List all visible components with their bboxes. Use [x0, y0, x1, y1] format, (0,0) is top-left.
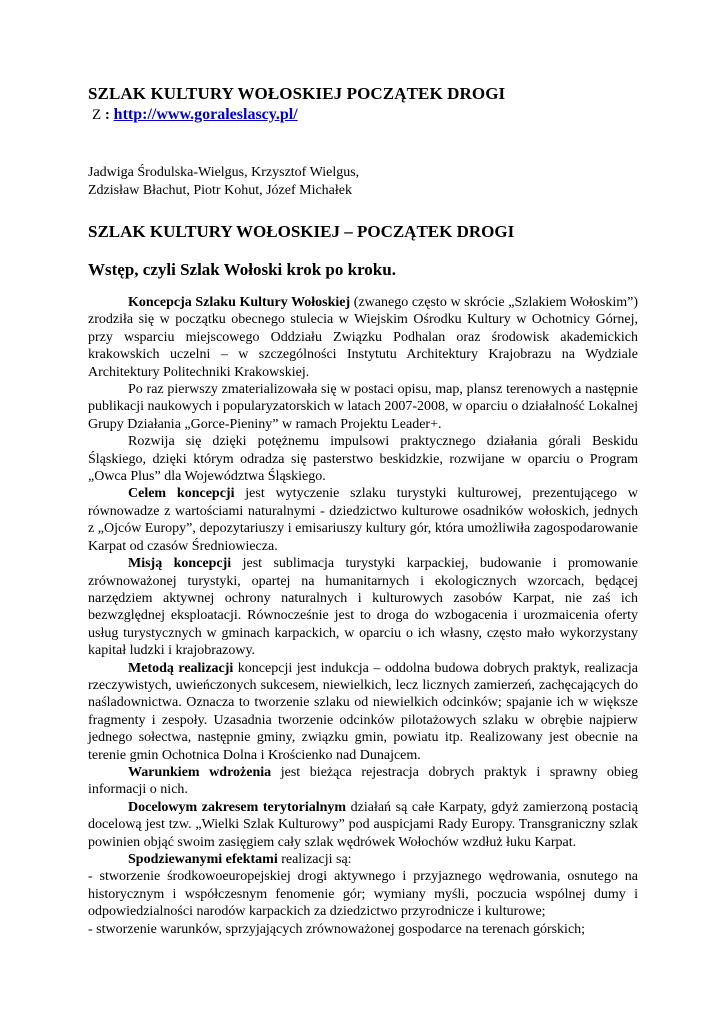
- paragraph-3-text: Rozwija się dzięki potężnemu impulsowi praktycznego działania górali Beskidu Śląskiego, dzięki którym odradza się pasterstwo beskidzkie, rozwijane w oparciu o Program „Owca Plus” dla Województwa Śląskiego.: [88, 434, 638, 485]
- document-title: SZLAK KULTURY WOŁOSKIEJ POCZĄTEK DROGI: [88, 84, 506, 103]
- body-text: [88, 294, 638, 938]
- list-item-1: - stworzenie środkowoeuropejskiej drogi aktywnego i przyjaznego wędrowania, osnutego na historycznym i współczesnym fenomenie gór; wymiany myśli, poczucia wspólnej dumy i odpowiedzialności narodów karpackich za dziedzictwo przyrodnicze i kulturowe;: [88, 869, 638, 920]
- paragraph-9: [88, 851, 638, 868]
- paragraph-4: [88, 485, 638, 555]
- paragraph-6-bold: Metodą realizacji: [128, 660, 234, 676]
- paragraph-6-text: koncepcji jest indukcja – oddolna budowa dobrych praktyk, realizacja rzeczywistych, uwieńczonych sukcesem, niewielkich, lecz licznych zamierzeń, zachęcających do naśladownictwa. Oznacza to tworzenie szlaku od niewielkich odcinków; spajanie ich w większe fragmenty i zespoły. Uzasadnia tworzenie odcinków pilotażowych szlaku w obrębie najpierw jednego sołectwa, następnie gminy, związku gmin, powiatu itp. Realizowany jest obecnie na terenie gmin Ochotnica Dolna i Krościenko nad Dunajcem.: [88, 660, 638, 763]
- source-line: [92, 106, 638, 124]
- paragraph-5-bold: Misją koncepcji: [128, 556, 232, 572]
- paragraph-4-text: jest wytyczenie szlaku turystyki kulturowej, prezentującego w równowadze z wartościami naturalnymi - dziedzictwo kulturowe osadników wołoskich, jednych z „Ojców Europy”, depozytariuszy i emisariuszy kultury gór, która umożliwiła zagospodarowanie Karpat od czasów Średniowiecza.: [88, 486, 638, 554]
- authors-line-1: Jadwiga Środulska-Wielgus, Krzysztof Wielgus,: [88, 165, 360, 180]
- paragraph-7-text: jest bieżąca rejestracja dobrych praktyk i sprawny obieg informacji o nich.: [88, 764, 638, 798]
- paragraph-3: [88, 433, 638, 485]
- document-page: [88, 84, 638, 938]
- paragraph-7-bold: Warunkiem wdrożenia: [128, 764, 272, 780]
- authors-line-2: Zdzisław Błachut, Piotr Kohut, Józef Michałek: [88, 183, 352, 198]
- paragraph-1-text: (zwanego często w skrócie „Szlakiem Wołoskim”) zrodziła się w początku obecnego stulecia w Wiejskim Ośrodku Kultury w Ochotnicy Górnej, przy wsparciu miejscowego Oddziału Związku Podhalan oraz środowisk akademickich krakowskich uczelni – w szczególności Instytutu Architektury Krajobrazu na Wydziale Architektury Politechniki Krakowskiej.: [88, 295, 638, 380]
- paragraph-1: [88, 294, 638, 381]
- paragraph-7: [88, 764, 638, 799]
- paragraph-8-bold: Docelowym zakresem terytorialnym: [128, 799, 347, 815]
- paragraph-4-bold: Celem koncepcji: [128, 486, 235, 502]
- paragraph-5: [88, 555, 638, 659]
- paragraph-9-text: realizacji są:: [277, 852, 352, 867]
- paragraph-8-text: działań są całe Karpaty, gdyż zamierzoną postacią docelową jest tzw. „Wielki Szlak Kulturowy” pod auspicjami Rady Europy. Transgraniczny szlak powinien objąć swoim zasięgiem cały szlak wędrówek Wołochów wzdłuż łuku Karpat.: [88, 799, 638, 850]
- list-item-2: - stworzenie warunków, sprzyjających zrównoważonej gospodarce na terenach górskich;: [88, 921, 586, 937]
- paragraph-6: [88, 660, 638, 764]
- authors-block: [88, 164, 638, 200]
- subtitle: Wstęp, czyli Szlak Wołoski krok po kroku.: [88, 260, 396, 279]
- paragraph-9-bold: Spodziewanymi efektami: [128, 852, 278, 867]
- source-colon: :: [104, 107, 110, 123]
- paragraph-8: [88, 799, 638, 851]
- paragraph-5-text: jest sublimacja turystyki karpackiej, budowanie i promowanie zrównoważonej turystyki, opartej na humanitarnych i ekologicznych wzorcach, będącej narzędziem aktywnej ochrony naturalnych i kulturowych zasobów Karpat, nie zaś ich bezwzględnej eksploatacji. Równocześnie jest to droga do wzbogacenia i urozmaicenia oferty usług turystycznych w gminach karpackich, w oparciu o ich własny, często mało wykorzystany kapitał ludzki i krajobrazowy.: [88, 556, 639, 659]
- section-title: SZLAK KULTURY WOŁOSKIEJ – POCZĄTEK DROGI: [88, 222, 515, 241]
- paragraph-1-bold: Koncepcja Szlaku Kultury Wołoskiej: [128, 295, 351, 310]
- source-prefix: Z: [92, 107, 102, 123]
- paragraph-2: [88, 381, 638, 433]
- source-link[interactable]: http://www.goraleslascy.pl/: [113, 106, 298, 123]
- paragraph-2-text: Po raz pierwszy zmaterializowała się w postaci opisu, map, plansz terenowych a następnie publikacji naukowych i popularyzatorskich w latach 2007-2008, w oparciu o działalność Lokalnej Grupy Działania „Gorce-Pieniny” w ramach Projektu Leader+.: [88, 382, 638, 432]
